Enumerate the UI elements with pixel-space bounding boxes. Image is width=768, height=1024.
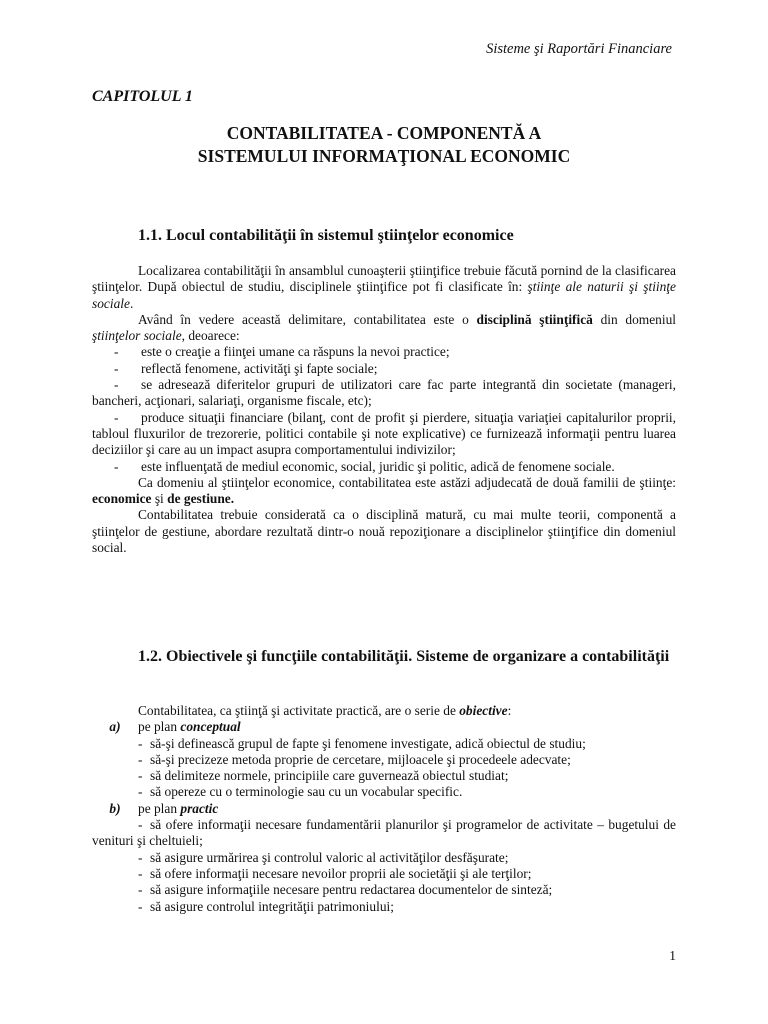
list-item-a: a) pe plan conceptual <box>109 719 241 735</box>
paragraph: Localizarea contabilităţii în ansamblul cunoaşterii ştiinţifice trebuie făcută pornind de la clasificarea ştiinţelor. După obiectul de studiu, disciplinele ştiinţifice pot fi clasificate în: ştiinţe ale naturii şi ştiinţe sociale. <box>92 263 676 311</box>
list-item: - se adresează diferitelor grupuri de utilizatori care fac parte integrantă din societate (manageri, bancheri, acţionari, salariaţi, organisme fiscale, etc); <box>92 377 676 409</box>
list-item-b: b) pe plan practic <box>109 800 219 816</box>
chapter-title-line-1: CONTABILITATEA - COMPONENTĂ A <box>226 123 542 143</box>
running-header: Sisteme şi Raportări Financiare <box>486 41 672 57</box>
paragraph: Contabilitatea, ca ştiinţă şi activitate practică, are o serie de obiective: <box>138 703 512 718</box>
list-item: - produce situaţii financiare (bilanţ, cont de profit şi pierdere, situaţia variaţiei capitalurilor proprii, tabloul fluxurilor de trezorerie, politici contabile şi note explicative) ce furnizează informaţii pentru luarea deciziilor şi care au un impact asupra comportamentului indivizilor; <box>92 409 676 458</box>
paragraph: Ca domeniu al ştiinţelor economice, contabilitatea este astăzi adjudecată de două familii de ştiinţe: economice şi de gestiune. <box>92 474 676 507</box>
list-item: - este o creaţie a fiinţei umane ca răspuns la nevoi practice; <box>114 344 450 360</box>
list-item: - este influenţată de mediul economic, social, juridic şi politic, adică de fenomene sociale. <box>114 458 615 474</box>
section-2-heading: 1.2. Obiectivele şi funcţiile contabilităţii. Sisteme de organizare a contabilităţii <box>138 648 670 665</box>
list-item: - să delimiteze normele, principiile care guvernează obiectul studiat; <box>138 768 509 784</box>
chapter-title <box>92 122 676 168</box>
list-item: - să asigure urmărirea şi controlul valoric al activităţilor desfăşurate; <box>138 849 509 865</box>
chapter-label: CAPITOLUL 1 <box>92 88 193 105</box>
list-item: - să-şi definească grupul de fapte şi fenomene investigate, adică obiectul de studiu; <box>138 735 586 751</box>
section-1-heading: 1.1. Locul contabilităţii în sistemul ştiinţelor economice <box>138 227 514 244</box>
list-item: - să ofere informaţii necesare nevoilor proprii ale societăţii şi ale terţilor; <box>138 865 532 881</box>
chapter-title-line-2: SISTEMULUI INFORMAŢIONAL ECONOMIC <box>197 146 571 166</box>
page-number: 1 <box>669 948 676 963</box>
section-2-body <box>92 703 676 915</box>
list-item: - să asigure controlul integrităţii patrimoniului; <box>138 898 394 914</box>
list-item: - să asigure informaţiile necesare pentru redactarea documentelor de sinteză; <box>138 882 553 898</box>
section-1-body <box>92 263 676 556</box>
list-item: - reflectă fenomene, activităţi şi fapte sociale; <box>114 360 378 376</box>
list-item: - să opereze cu o terminologie sau cu un vocabular specific. <box>138 784 463 800</box>
list-item: - să ofere informaţii necesare fundamentării planurilor şi programelor de activitate – bugetului de venituri şi cheltuieli; <box>92 817 676 849</box>
list-item: - să-şi precizeze metoda proprie de cercetare, mijloacele şi procedeele adecvate; <box>138 751 571 767</box>
paragraph: Având în vedere această delimitare, contabilitatea este o disciplină ştiinţifică din domeniul ştiinţelor sociale, deoarece: <box>92 311 676 344</box>
paragraph: Contabilitatea trebuie considerată ca o disciplină matură, cu mai multe teorii, componentă a ştiinţelor de gestiune, abordare rezultată dintr-o nouă repoziţionare a disciplinelor ştiinţifice din domeniul social. <box>92 507 676 556</box>
